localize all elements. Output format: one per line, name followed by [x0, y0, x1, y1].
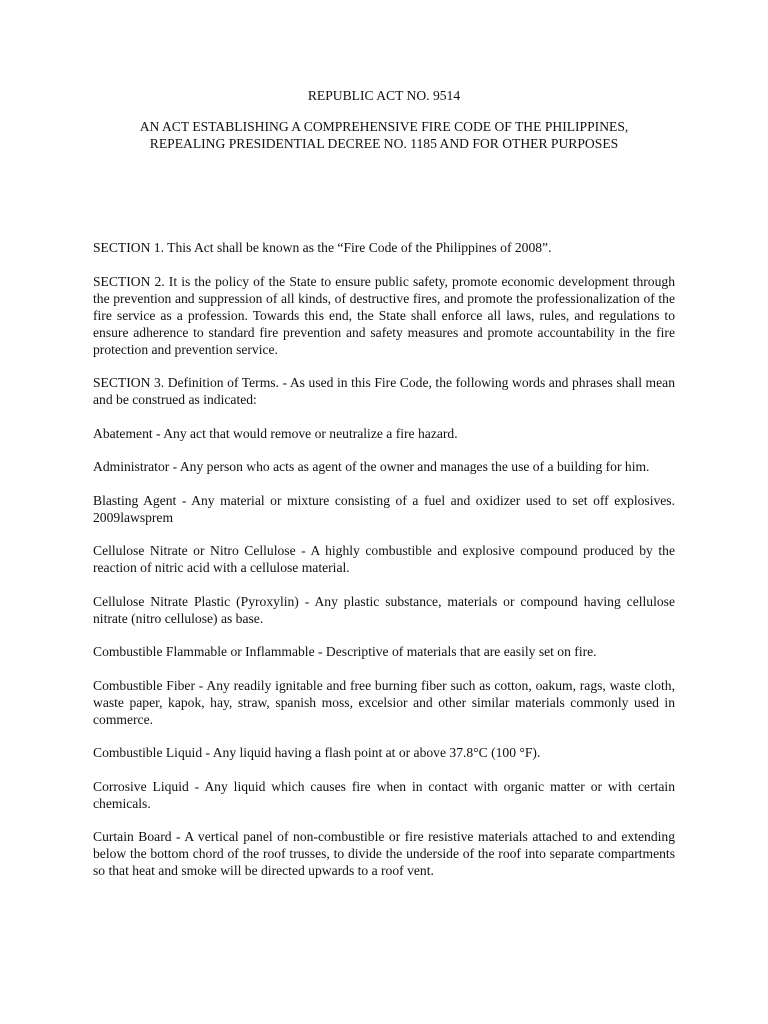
definition-combustible-liquid: Combustible Liquid - Any liquid having a flash point at or above 37.8°C (100 °F). [93, 745, 541, 760]
definition-combustible-flammable: Combustible Flammable or Inflammable - Descriptive of materials that are easily set on fire. [93, 644, 597, 659]
definition-cellulose-nitrate: Cellulose Nitrate or Nitro Cellulose - A highly combustible and explosive compound produced by the reaction of nitric acid with a cellulose material. [93, 543, 675, 575]
act-title-line-2: REPEALING PRESIDENTIAL DECREE NO. 1185 AND FOR OTHER PURPOSES [149, 136, 619, 151]
document-header [93, 87, 675, 152]
definition-abatement: Abatement - Any act that would remove or neutralize a fire hazard. [93, 425, 458, 441]
definition-blasting-agent: Blasting Agent - Any material or mixture consisting of a fuel and oxidizer used to set off explosives. 2009lawsprem [93, 492, 675, 525]
section-2: SECTION 2. It is the policy of the State to ensure public safety, promote economic development through the prevention and suppression of all kinds, of destructive fires, and promote the professionalization of the fire service as a profession. Towards this end, the State shall enforce all laws, rules, and regulations to ensure adherence to standard fire prevention and safety measures and promote accountability in the fire protection and prevention service. [93, 273, 675, 357]
act-title-line-1: AN ACT ESTABLISHING A COMPREHENSIVE FIRE CODE OF THE PHILIPPINES, [139, 119, 629, 134]
section-1: SECTION 1. This Act shall be known as the “Fire Code of the Philippines of 2008”. [93, 240, 552, 255]
act-title [93, 118, 675, 152]
definition-combustible-fiber: Combustible Fiber - Any readily ignitable and free burning fiber such as cotton, oakum, rags, waste cloth, waste paper, kapok, hay, straw, spanish moss, excelsior and other similar materials commonly used in commerce. [93, 677, 675, 727]
definition-administrator: Administrator - Any person who acts as agent of the owner and manages the use of a building for him. [93, 459, 650, 474]
document-body [93, 239, 675, 879]
definition-curtain-board: Curtain Board - A vertical panel of non-combustible or fire resistive materials attached to and extending below the bottom chord of the roof trusses, to divide the underside of the roof into separate compartments so that heat and smoke will be directed upwards to a roof vent. [93, 829, 675, 878]
definition-cellulose-nitrate-plastic: Cellulose Nitrate Plastic (Pyroxylin) - Any plastic substance, materials or compound having cellulose nitrate (nitro cellulose) as base. [93, 593, 675, 626]
act-number: REPUBLIC ACT NO. 9514 [307, 88, 461, 103]
section-3: SECTION 3. Definition of Terms. - As used in this Fire Code, the following words and phrases shall mean and be construed as indicated: [93, 375, 675, 407]
definition-corrosive-liquid: Corrosive Liquid - Any liquid which causes fire when in contact with organic matter or with certain chemicals. [93, 778, 675, 811]
